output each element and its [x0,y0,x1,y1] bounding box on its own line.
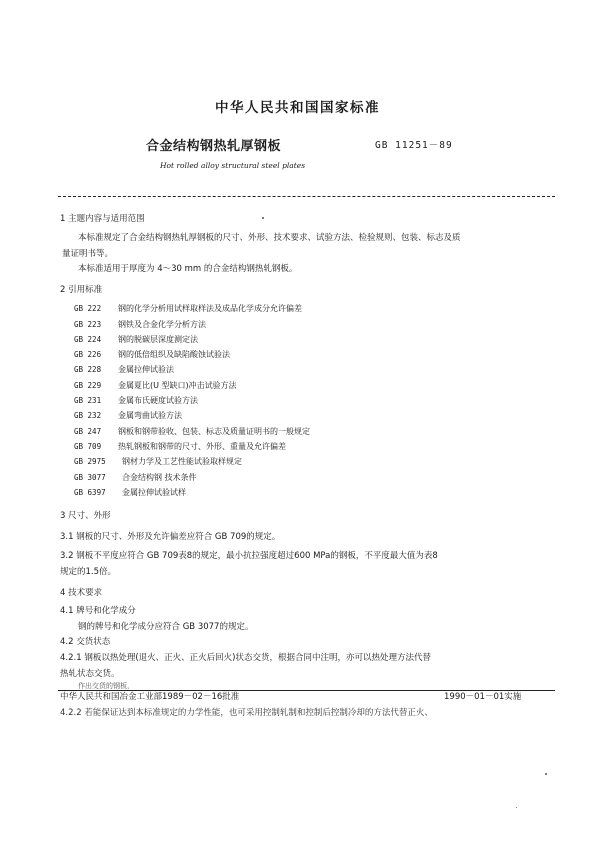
paragraph-line: 作出交货的钢板， [78,682,134,690]
reference-title: 钢铁及合金化学分析方法 [118,320,206,329]
reference-code: GB 231 [74,396,102,405]
paragraph-line: 热轧状态交货。 [60,669,120,679]
reference-code: GB 6397 [74,488,106,497]
paragraph-line: 3.2 钢板不平度应符合 GB 709表8的规定，最小抗拉强度超过600 MPa的钢板，不平度最大值为表8 [60,551,438,561]
reference-title: 钢的化学分析用试样取样法及成品化学成分允许偏差 [118,304,302,313]
paragraph-line: 3.1 钢板的尺寸、外形及允许偏差应符合 GB 709的规定。 [60,532,281,542]
paragraph-line: 规定的1.5倍。 [60,567,117,577]
implementation-date: 1990－01－01实施 [444,692,522,702]
reference-code: GB 226 [74,350,102,359]
reference-code: GB 228 [74,365,102,374]
paragraph-line: 4.2.2 若能保证达到本标准规定的力学性能，也可采用控制轧制和控制后控制冷却的方法代替正火、 [60,708,433,718]
reference-code: GB 229 [74,381,102,390]
paragraph-line: 4.2.1 钢板以热处理(退火、正火、正火后回火)状态交货，根据合同中注明，亦可以热处理方法代替 [60,653,431,663]
standard-number: GB 11251－89 [375,140,453,151]
reference-code: GB 709 [74,442,102,451]
reference-title: 钢材力学及工艺性能试验取样规定 [122,457,242,466]
reference-code: GB 222 [74,304,102,313]
paragraph-line: 本标准规定了合金结构钢热轧厚钢板的尺寸、外形、技术要求、试验方法、检验规则、包装、标志及质 [78,233,461,243]
scan-speck [262,217,264,219]
scan-speck [516,807,517,808]
reference-title: 金属布氏硬度试验方法 [118,396,198,405]
scan-speck [545,773,547,775]
section-heading: 4 技术要求 [60,588,103,598]
paragraph-line: 钢的牌号和化学成分应符合 GB 3077的规定。 [78,622,254,632]
document-title: 合金结构钢热轧厚钢板 [146,139,282,154]
reference-title: 钢的低倍组织及缺陷酸蚀试验法 [118,350,230,359]
paragraph-line: 4.2 交货状态 [60,637,111,647]
section-heading: 3 尺寸、外形 [60,511,111,521]
reference-code: GB 232 [74,411,102,420]
section-heading: 2 引用标准 [60,285,103,295]
reference-code: GB 247 [74,427,102,436]
reference-title: 金属拉伸试验试样 [122,488,186,497]
reference-title: 热轧钢板和钢带的尺寸、外形、重量及允许偏差 [118,442,286,451]
reference-title: 钢板和钢带验收、包装、标志及质量证明书的一般规定 [118,427,310,436]
reference-title: 合金结构钢 技术条件 [122,473,197,482]
approval-note: 中华人民共和国冶金工业部1989－02－16批准 [60,692,240,702]
reference-title: 金属夏比(U 型缺口)冲击试验方法 [118,381,237,390]
standard-header: 中华人民共和国国家标准 [215,100,380,116]
reference-code: GB 2975 [74,457,106,466]
reference-title: 金属拉伸试验法 [118,365,174,374]
english-title: Hot rolled alloy structural steel plates [160,161,306,170]
paragraph-line: 本标准适用于厚度为 4～30 mm 的合金结构钢热轧钢板。 [78,264,298,274]
title-divider [58,196,555,197]
reference-code: GB 224 [74,335,102,344]
reference-title: 金属弯曲试验方法 [118,411,182,420]
section-heading: 1 主题内容与适用范围 [60,214,145,224]
paragraph-line: 4.1 牌号和化学成分 [60,606,136,616]
reference-title: 钢的脱碳层深度测定法 [118,335,198,344]
reference-code: GB 3077 [74,473,106,482]
paragraph-line: 量证明书等。 [62,249,114,259]
reference-code: GB 223 [74,320,102,329]
